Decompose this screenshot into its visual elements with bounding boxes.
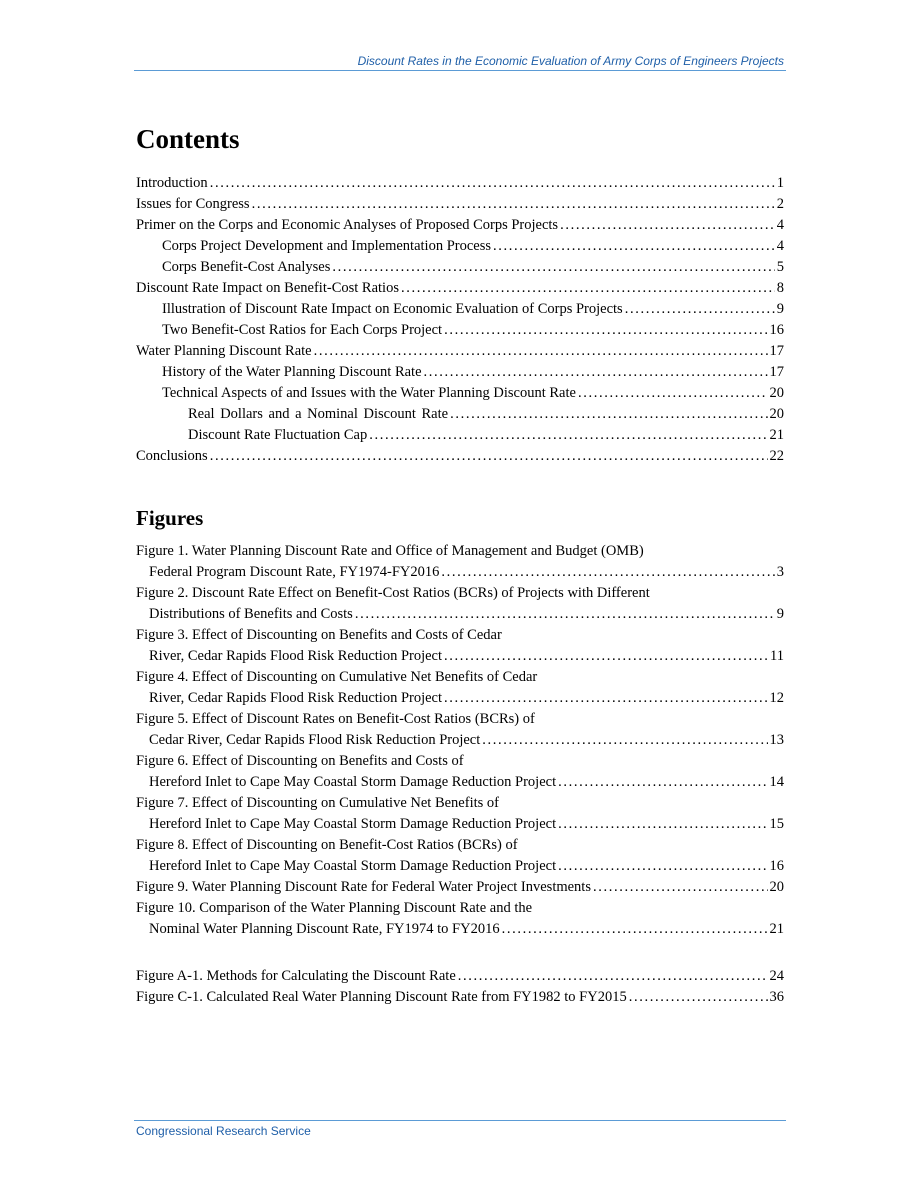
figure-entry-page: 20 bbox=[769, 879, 784, 895]
toc-entry-page: 5 bbox=[776, 259, 784, 275]
figure-entry-caption: Figure A-1. Methods for Calculating the Discount Rate bbox=[136, 968, 456, 984]
toc-entry-page: 8 bbox=[776, 280, 784, 296]
figure-entry-4[interactable] bbox=[136, 667, 784, 709]
toc-entry-water-planning-rate[interactable] bbox=[136, 341, 784, 362]
dot-leader bbox=[502, 919, 768, 940]
dot-leader bbox=[625, 299, 775, 320]
toc-entry-page: 1 bbox=[776, 175, 784, 191]
dot-leader bbox=[558, 772, 767, 793]
dot-leader bbox=[493, 236, 775, 257]
toc-entry-real-dollars[interactable] bbox=[136, 404, 784, 425]
toc-entry-title: Water Planning Discount Rate bbox=[136, 343, 312, 359]
figure-entry-caption-line2: Hereford Inlet to Cape May Coastal Storm Damage Reduction Project bbox=[149, 774, 557, 790]
figure-entry-caption-line1: Figure 4. Effect of Discounting on Cumulative Net Benefits of Cedar bbox=[136, 669, 538, 685]
toc-entry-page: 4 bbox=[776, 217, 784, 233]
figure-entry-10[interactable] bbox=[136, 898, 784, 940]
dot-leader bbox=[252, 194, 775, 215]
figure-entry-caption-line1: Figure 7. Effect of Discounting on Cumulative Net Benefits of bbox=[136, 795, 499, 811]
toc-entry-title: Corps Benefit-Cost Analyses bbox=[162, 259, 331, 275]
toc-entry-title: Discount Rate Impact on Benefit-Cost Ratios bbox=[136, 280, 399, 296]
toc-entry-page: 16 bbox=[769, 322, 784, 338]
figure-entry-page: 21 bbox=[769, 921, 784, 937]
figure-entry-page: 11 bbox=[770, 648, 784, 664]
figure-entry-5[interactable] bbox=[136, 709, 784, 751]
contents-heading: Contents bbox=[136, 124, 240, 154]
dot-leader bbox=[450, 404, 767, 425]
dot-leader bbox=[441, 562, 774, 583]
toc-entry-page: 20 bbox=[769, 385, 784, 401]
figure-entry-caption-line2: River, Cedar Rapids Flood Risk Reduction Project bbox=[149, 648, 443, 664]
figures-heading: Figures bbox=[136, 506, 204, 530]
figure-entry-page: 13 bbox=[769, 732, 784, 748]
figure-entry-page: 15 bbox=[769, 816, 784, 832]
figure-entry-page: 9 bbox=[776, 606, 784, 622]
dot-leader bbox=[629, 987, 768, 1008]
dot-leader bbox=[558, 814, 767, 835]
dot-leader bbox=[210, 446, 768, 467]
toc-entry-title: Primer on the Corps and Economic Analyses of Proposed Corps Projects bbox=[136, 217, 559, 233]
figure-entry-caption-line2: River, Cedar Rapids Flood Risk Reduction Project bbox=[149, 690, 443, 706]
dot-leader bbox=[593, 877, 768, 898]
toc-entry-page: 2 bbox=[776, 196, 784, 212]
toc-entry-title: Real Dollars and a Nominal Discount Rate bbox=[188, 406, 449, 422]
dot-leader bbox=[424, 362, 768, 383]
figure-entry-a1[interactable] bbox=[136, 966, 784, 987]
toc-entry-illustration[interactable] bbox=[136, 299, 784, 320]
toc-entry-page: 17 bbox=[769, 343, 784, 359]
figure-entry-caption-line1: Figure 10. Comparison of the Water Planning Discount Rate and the bbox=[136, 900, 533, 916]
toc-entry-title: Introduction bbox=[136, 175, 208, 191]
figure-entry-page: 3 bbox=[776, 564, 784, 580]
figure-entry-c1[interactable] bbox=[136, 987, 784, 1008]
figure-entry-6[interactable] bbox=[136, 751, 784, 793]
toc-entry-project-development[interactable] bbox=[136, 236, 784, 257]
dot-leader bbox=[444, 646, 768, 667]
toc-entry-title: Discount Rate Fluctuation Cap bbox=[188, 427, 368, 443]
dot-leader bbox=[355, 604, 775, 625]
figure-entry-page: 14 bbox=[769, 774, 784, 790]
figure-entry-caption-line1: Figure 6. Effect of Discounting on Benefits and Costs of bbox=[136, 753, 464, 769]
toc-entry-primer[interactable] bbox=[136, 215, 784, 236]
figures-list bbox=[136, 541, 784, 1008]
figure-entry-9[interactable] bbox=[136, 877, 784, 898]
toc-entry-two-ratios[interactable] bbox=[136, 320, 784, 341]
toc-entry-page: 21 bbox=[769, 427, 784, 443]
figure-entry-caption: Figure C-1. Calculated Real Water Planning Discount Rate from FY1982 to FY2015 bbox=[136, 989, 627, 1005]
toc-entry-title: Issues for Congress bbox=[136, 196, 250, 212]
dot-leader bbox=[444, 320, 767, 341]
contents-list bbox=[136, 173, 784, 467]
toc-entry-page: 4 bbox=[776, 238, 784, 254]
figure-entry-7[interactable] bbox=[136, 793, 784, 835]
dot-leader bbox=[401, 278, 775, 299]
figure-entry-page: 16 bbox=[769, 858, 784, 874]
toc-entry-conclusions[interactable] bbox=[136, 446, 784, 467]
dot-leader bbox=[210, 173, 775, 194]
figure-entry-caption-line2: Federal Program Discount Rate, FY1974-FY2016 bbox=[149, 564, 440, 580]
figure-entry-caption-line2: Cedar River, Cedar Rapids Flood Risk Reduction Project bbox=[149, 732, 481, 748]
toc-entry-discount-rate-impact[interactable] bbox=[136, 278, 784, 299]
dot-leader bbox=[558, 856, 767, 877]
figure-entry-2[interactable] bbox=[136, 583, 784, 625]
figure-entry-8[interactable] bbox=[136, 835, 784, 877]
dot-leader bbox=[560, 215, 775, 236]
figure-entry-caption-line2: Hereford Inlet to Cape May Coastal Storm Damage Reduction Project bbox=[149, 816, 557, 832]
toc-entry-technical-aspects[interactable] bbox=[136, 383, 784, 404]
toc-entry-issues[interactable] bbox=[136, 194, 784, 215]
dot-leader bbox=[314, 341, 768, 362]
dot-leader bbox=[458, 966, 768, 987]
dot-leader bbox=[578, 383, 768, 404]
figure-entry-caption-line1: Figure 2. Discount Rate Effect on Benefit-Cost Ratios (BCRs) of Projects with Different bbox=[136, 585, 650, 601]
figure-entry-caption-line1: Figure 3. Effect of Discounting on Benefits and Costs of Cedar bbox=[136, 627, 502, 643]
figure-entry-caption: Figure 9. Water Planning Discount Rate for Federal Water Project Investments bbox=[136, 879, 591, 895]
toc-entry-introduction[interactable] bbox=[136, 173, 784, 194]
running-footer bbox=[134, 1120, 786, 1138]
toc-entry-title: Corps Project Development and Implementation Process bbox=[162, 238, 491, 254]
figure-entry-3[interactable] bbox=[136, 625, 784, 667]
dot-leader bbox=[369, 425, 767, 446]
figure-entry-caption-line2: Nominal Water Planning Discount Rate, FY1974 to FY2016 bbox=[149, 921, 500, 937]
toc-entry-title: Conclusions bbox=[136, 448, 208, 464]
figure-entry-page: 12 bbox=[769, 690, 784, 706]
figure-entry-caption-line2: Hereford Inlet to Cape May Coastal Storm Damage Reduction Project bbox=[149, 858, 557, 874]
toc-entry-benefit-cost-analyses[interactable] bbox=[136, 257, 784, 278]
toc-entry-page: 17 bbox=[769, 364, 784, 380]
running-header-title: Discount Rates in the Economic Evaluation of Army Corps of Engineers Projects bbox=[357, 54, 784, 68]
toc-entry-page: 22 bbox=[769, 448, 784, 464]
dot-leader bbox=[482, 730, 767, 751]
figure-entry-caption-line2: Distributions of Benefits and Costs bbox=[149, 606, 353, 622]
toc-entry-history[interactable] bbox=[136, 362, 784, 383]
dot-leader bbox=[332, 257, 774, 278]
running-header bbox=[134, 54, 786, 71]
dot-leader bbox=[444, 688, 767, 709]
toc-entry-fluctuation-cap[interactable] bbox=[136, 425, 784, 446]
toc-entry-title: History of the Water Planning Discount Rate bbox=[162, 364, 422, 380]
figure-entry-page: 36 bbox=[769, 989, 784, 1005]
figure-entry-caption-line1: Figure 8. Effect of Discounting on Benefit-Cost Ratios (BCRs) of bbox=[136, 837, 518, 853]
figure-entry-page: 24 bbox=[769, 968, 784, 984]
toc-entry-page: 9 bbox=[776, 301, 784, 317]
figure-entry-1[interactable] bbox=[136, 541, 784, 583]
toc-entry-title: Two Benefit-Cost Ratios for Each Corps Project bbox=[162, 322, 443, 338]
toc-entry-title: Illustration of Discount Rate Impact on Economic Evaluation of Corps Projects bbox=[162, 301, 623, 317]
figure-entry-caption-line1: Figure 5. Effect of Discount Rates on Benefit-Cost Ratios (BCRs) of bbox=[136, 711, 535, 727]
toc-entry-title: Technical Aspects of and Issues with the Water Planning Discount Rate bbox=[162, 385, 576, 401]
toc-entry-page: 20 bbox=[769, 406, 784, 422]
running-footer-text: Congressional Research Service bbox=[136, 1124, 311, 1138]
figure-entry-caption-line1: Figure 1. Water Planning Discount Rate and Office of Management and Budget (OMB) bbox=[136, 543, 644, 559]
